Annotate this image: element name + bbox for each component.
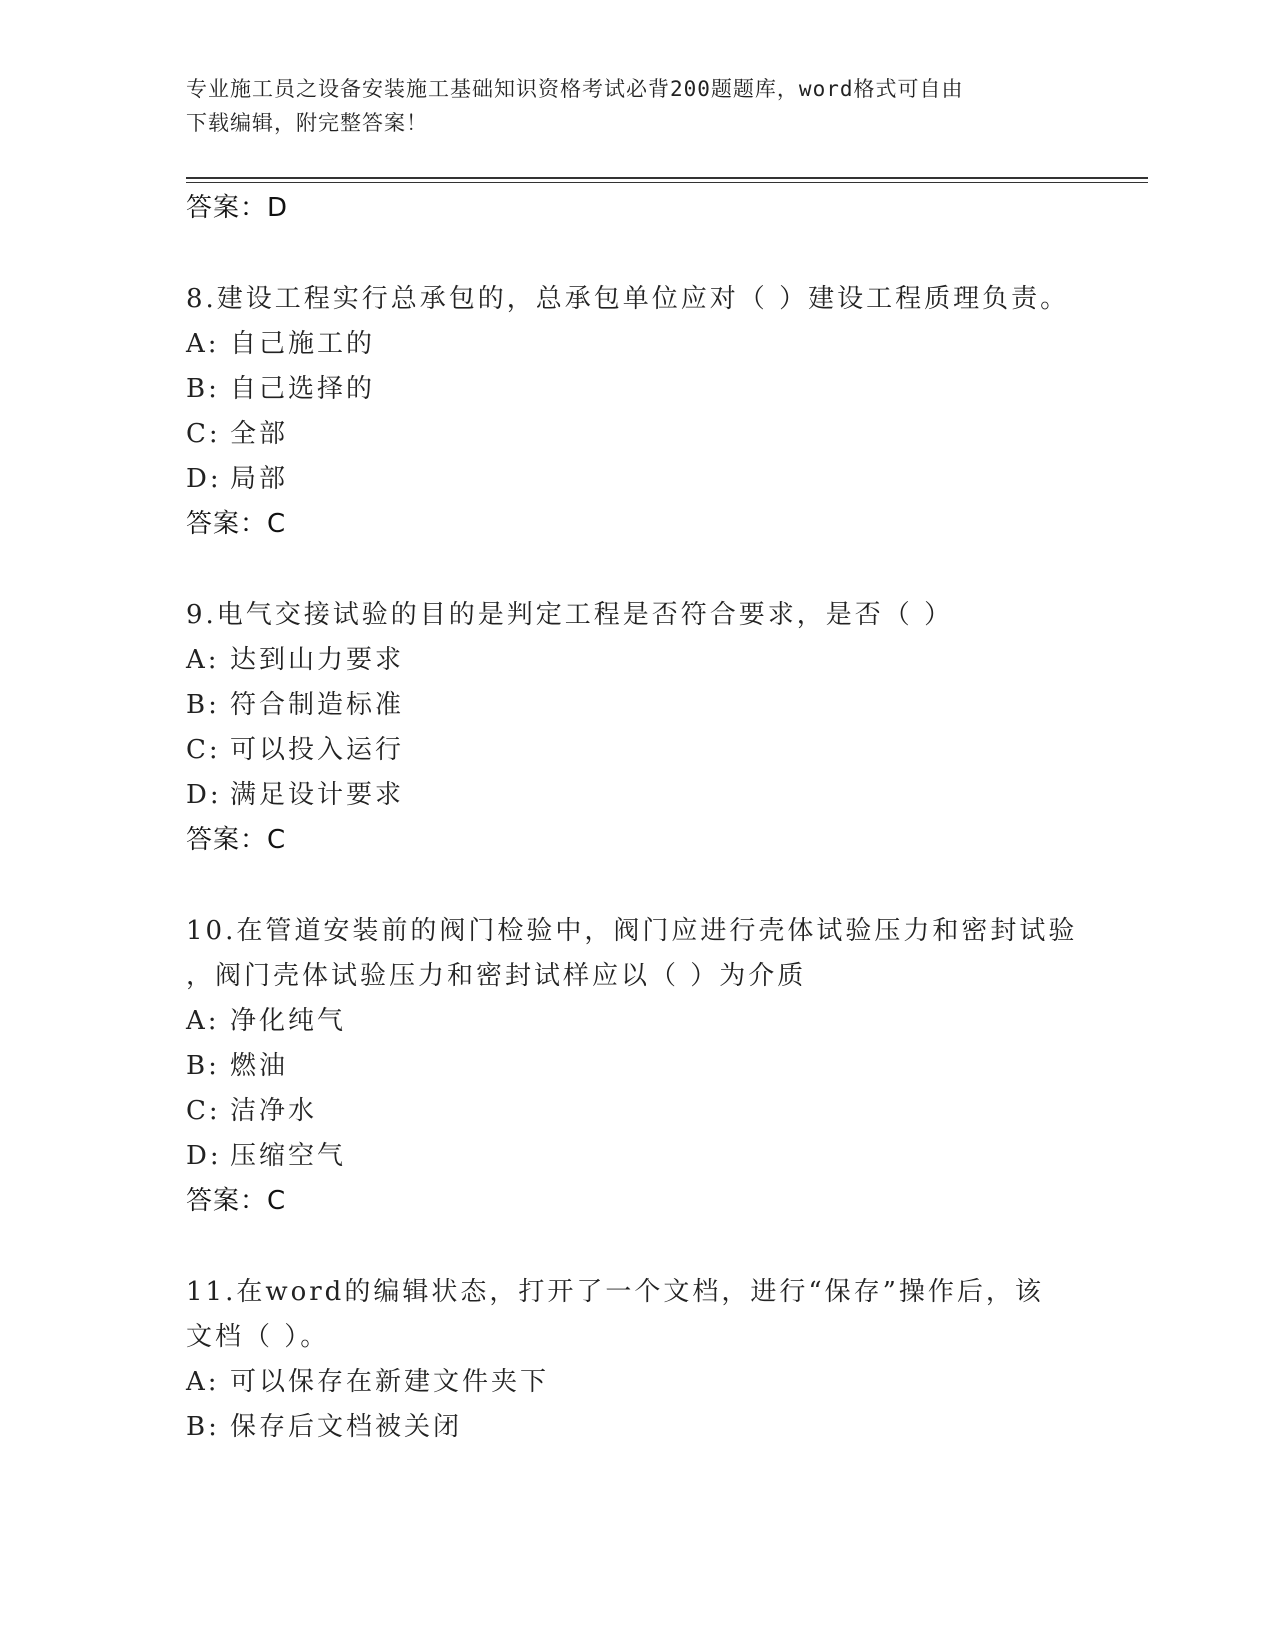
option-key: B:	[186, 374, 220, 404]
header-line-1: 专业施工员之设备安装施工基础知识资格考试必背200题题库，word格式可自由	[186, 77, 964, 101]
spacer	[186, 546, 1086, 593]
option-text: 保存后文档被关闭	[230, 1412, 463, 1442]
answer-line: 答案：C	[186, 825, 287, 855]
option-d	[186, 457, 1086, 502]
option-key: C:	[186, 419, 221, 449]
option-text: 局部	[230, 464, 289, 494]
option-text: 净化纯气	[230, 1006, 347, 1036]
option-key: C:	[186, 1096, 221, 1126]
option-key: C:	[186, 735, 221, 765]
header-divider-thin	[186, 182, 1148, 183]
question-text: 8.建设工程实行总承包的，总承包单位应对（ ）建设工程质理负责。	[186, 284, 1070, 314]
question-text: 10.在管道安装前的阀门检验中，阀门应进行壳体试验压力和密封试验	[186, 916, 1078, 946]
option-key: A:	[186, 1006, 220, 1036]
option-c	[186, 1089, 1086, 1134]
header-line-2: 下载编辑，附完整答案！	[186, 111, 428, 135]
option-text: 自己施工的	[230, 329, 376, 359]
question-block	[186, 909, 1086, 1223]
question-text: 11.在word的编辑状态，打开了一个文档，进行“保存”操作后，该	[186, 1277, 1044, 1307]
spacer	[186, 862, 1086, 909]
question-text: 9.电气交接试验的目的是判定工程是否符合要求，是否（ ）	[186, 600, 954, 630]
option-text: 符合制造标准	[230, 690, 405, 720]
answer-line: 答案：C	[186, 1186, 287, 1216]
option-text: 可以投入运行	[230, 735, 405, 765]
option-d	[186, 1134, 1086, 1179]
spacer	[186, 1223, 1086, 1270]
spacer	[186, 230, 1086, 277]
option-key: D:	[186, 464, 222, 494]
option-b	[186, 367, 1086, 412]
option-c	[186, 728, 1086, 773]
header-divider	[186, 177, 1148, 179]
option-text: 可以保存在新建文件夹下	[230, 1367, 550, 1397]
option-key: A:	[186, 645, 220, 675]
option-b	[186, 1044, 1086, 1089]
option-d	[186, 773, 1086, 818]
option-b	[186, 1405, 1086, 1450]
option-text: 自己选择的	[230, 374, 376, 404]
option-a	[186, 638, 1086, 683]
option-text: 燃油	[230, 1051, 289, 1081]
option-key: A:	[186, 1367, 220, 1397]
option-key: B:	[186, 690, 220, 720]
question-list	[186, 186, 1086, 1450]
question-text-continued: 文档（ ）。	[186, 1322, 330, 1352]
option-text: 压缩空气	[230, 1141, 347, 1171]
option-key: D:	[186, 780, 222, 810]
question-text-continued: ，阀门壳体试验压力和密封试样应以（ ）为介质	[186, 961, 807, 991]
option-key: A:	[186, 329, 220, 359]
option-key: D:	[186, 1141, 222, 1171]
option-b	[186, 683, 1086, 728]
option-text: 达到山力要求	[230, 645, 405, 675]
option-text: 全部	[230, 419, 289, 449]
question-block	[186, 593, 1086, 862]
option-a	[186, 999, 1086, 1044]
option-a	[186, 322, 1086, 367]
option-text: 洁净水	[230, 1096, 318, 1126]
question-block	[186, 1270, 1086, 1450]
option-key: B:	[186, 1051, 220, 1081]
answer-line: 答案：C	[186, 509, 287, 539]
option-a	[186, 1360, 1086, 1405]
document-header	[186, 72, 1066, 140]
option-text: 满足设计要求	[230, 780, 405, 810]
answer-line: 答案：D	[186, 193, 289, 223]
option-key: B:	[186, 1412, 220, 1442]
option-c	[186, 412, 1086, 457]
question-block	[186, 277, 1086, 546]
